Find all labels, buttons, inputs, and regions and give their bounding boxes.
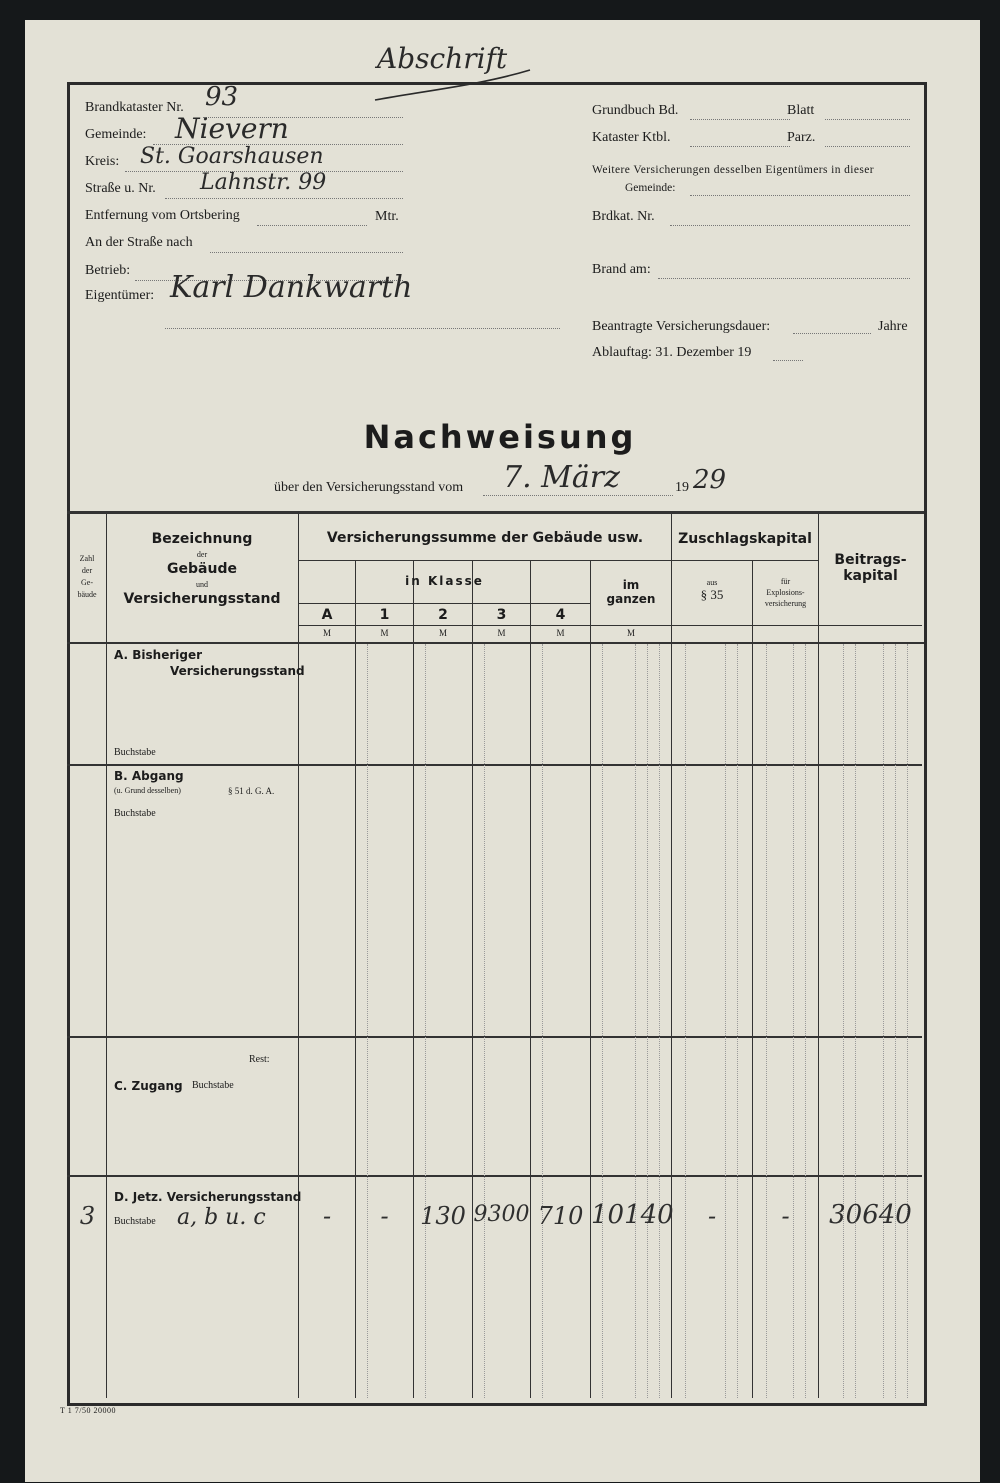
klasse-2-header: 2: [438, 607, 448, 623]
sub-col-guide: [855, 644, 856, 1398]
row-d-zahl: 3: [79, 1202, 96, 1230]
jahre-label: Jahre: [878, 319, 908, 334]
dotted-line: [690, 146, 790, 147]
row-d-im-ganzen: 10140: [591, 1200, 674, 1230]
row-d-klasse-3: 9300: [473, 1202, 530, 1227]
brand-am-label: Brand am:: [592, 262, 651, 277]
zahl-line: der: [81, 566, 93, 575]
document-sheet: [25, 20, 980, 1482]
col-border: [818, 513, 819, 1398]
parz-label: Parz.: [787, 130, 816, 145]
col-border: [106, 513, 107, 1398]
brandkataster-label: Brandkataster Nr.: [85, 100, 184, 115]
entfernung-label: Entfernung vom Ortsbering: [85, 208, 240, 223]
fuer-line: für: [780, 577, 791, 586]
betrieb-label: Betrieb:: [85, 263, 131, 278]
row-border: [67, 642, 924, 644]
sub-col-guide: [602, 644, 603, 1398]
year-prefix: 19: [675, 480, 689, 495]
col-border: [355, 560, 356, 1398]
in-klasse-header: in Klasse: [405, 574, 484, 588]
subtitle: über den Versicherungsstand vom: [274, 480, 464, 495]
sub-col-guide: [685, 644, 686, 1398]
col-border: [671, 513, 672, 1398]
sub-col-guide: [725, 644, 726, 1398]
row-border: [671, 560, 818, 561]
sub-col-guide: [659, 644, 660, 1398]
form-code: T 1 7/50 20000: [60, 1406, 116, 1415]
sub-col-guide: [843, 644, 844, 1398]
table-top-rule: [67, 511, 924, 514]
im-ganzen-line: im: [622, 578, 640, 592]
sub-col-guide: [883, 644, 884, 1398]
dotted-line: [257, 225, 367, 226]
section-a-title: A. Bisheriger: [114, 648, 203, 662]
beitragskapital-header: [819, 552, 922, 584]
klasse-1-header: 1: [379, 607, 390, 623]
versicherungssumme-header: Versicherungssumme der Gebäude usw.: [326, 530, 644, 546]
abschrift-stamp: Abschrift: [377, 42, 508, 75]
unit-4: M: [556, 628, 565, 638]
dotted-line: [690, 119, 790, 120]
ablauftag-label: Ablauftag: 31. Dezember 19: [592, 345, 752, 360]
col-border: [530, 560, 531, 1398]
col-border: [590, 560, 591, 1398]
sub-col-guide: [793, 644, 794, 1398]
row-border: [298, 560, 671, 561]
zahl-line: Ge-: [81, 578, 93, 587]
dotted-line: [483, 495, 673, 496]
dotted-line: [210, 252, 403, 253]
beitrag-line: kapital: [843, 568, 898, 584]
versicherungsdauer-label: Beantragte Versicherungsdauer:: [592, 319, 771, 334]
weitere-gemeinde-label: Gemeinde:: [625, 182, 676, 194]
row-d-klasse-4: 710: [537, 1202, 584, 1230]
unit-3: M: [497, 628, 506, 638]
row-d-beitragskapital: 30640: [829, 1200, 912, 1230]
section-b-buchstabe: Buchstabe: [114, 808, 156, 819]
section-d-title: D. Jetz. Versicherungsstand: [114, 1190, 302, 1204]
row-border: [298, 625, 922, 626]
beitrag-line: Beitrags-: [834, 552, 907, 568]
row-d-explosion: -: [781, 1202, 790, 1230]
gemeinde-label: Gemeinde:: [85, 127, 147, 142]
dotted-line: [825, 146, 910, 147]
dotted-line: [670, 225, 910, 226]
unit-ganzen: M: [626, 628, 635, 638]
rest-label: Rest:: [249, 1054, 270, 1065]
unit-a: M: [322, 628, 331, 638]
blatt-label: Blatt: [787, 103, 815, 118]
dotted-line: [165, 198, 403, 199]
section-d-buchstabe: Buchstabe: [114, 1216, 156, 1227]
fuer-line: Explosions-: [766, 588, 805, 597]
kreis-value: St. Goarshausen: [140, 144, 324, 169]
row-border: [298, 603, 590, 604]
section-b-title: B. Abgang: [114, 769, 184, 783]
zahl-line: Zahl: [79, 554, 95, 563]
bez-line: Versicherungsstand: [123, 591, 281, 607]
dotted-line: [658, 278, 910, 279]
strasse-label: Straße u. Nr.: [85, 181, 156, 196]
aus-line: § 35: [700, 587, 724, 602]
aus-line: aus: [706, 578, 718, 587]
brdkat-label: Brdkat. Nr.: [592, 209, 655, 224]
zahl-line: bäude: [77, 590, 97, 599]
dotted-line: [690, 195, 910, 196]
col-bezeichnung-header: [107, 531, 297, 607]
row-d-klasse-2: 130: [420, 1202, 466, 1230]
bez-line: und: [196, 580, 208, 589]
eigentuemer-value: Karl Dankwarth: [170, 270, 413, 305]
strasse-nach-label: An der Straße nach: [85, 235, 193, 250]
dotted-line: [165, 328, 560, 329]
dotted-line: [825, 119, 910, 120]
dotted-line: [793, 333, 871, 334]
year-handwritten: 29: [693, 465, 727, 495]
klasse-a-header: A: [321, 607, 333, 623]
bez-line: Gebäude: [167, 561, 237, 577]
section-c-title: C. Zugang: [114, 1079, 183, 1093]
sub-col-guide: [647, 644, 648, 1398]
document-title: Nachweisung: [363, 418, 637, 456]
sub-col-guide: [484, 644, 485, 1398]
fuer-line: versicherung: [764, 599, 807, 608]
gemeinde-value: Nievern: [175, 112, 289, 145]
brandkataster-value: 93: [205, 82, 239, 112]
grundbuch-label: Grundbuch Bd.: [592, 103, 679, 118]
col-zahl-header: [68, 553, 106, 601]
sub-col-guide: [542, 644, 543, 1398]
sub-col-guide: [737, 644, 738, 1398]
row-d-klasse-a: -: [322, 1202, 332, 1230]
im-ganzen-header: [591, 578, 671, 606]
weitere-label: Weitere Versicherungen desselben Eigentümers in dieser: [592, 164, 874, 176]
section-c-buchstabe: Buchstabe: [192, 1080, 234, 1091]
sub-col-guide: [805, 644, 806, 1398]
kataster-label: Kataster Ktbl.: [592, 130, 671, 145]
col-border: [298, 513, 299, 1398]
sub-col-guide: [425, 644, 426, 1398]
row-d-klasse-1: -: [380, 1202, 389, 1230]
row-d-aus-35: -: [707, 1202, 717, 1230]
sub-col-guide: [907, 644, 908, 1398]
zuschlagskapital-header: Zuschlagskapital: [678, 531, 812, 547]
explosion-header: [753, 576, 818, 609]
row-d-buchstabe-value: a, b u. c: [177, 1205, 266, 1230]
kreis-label: Kreis:: [85, 154, 120, 169]
strasse-value: Lahnstr. 99: [200, 170, 327, 195]
col-border: [472, 560, 473, 1398]
date-handwritten: 7. März: [503, 460, 620, 495]
section-a-title2: Versicherungsstand: [170, 664, 305, 678]
col-border: [413, 560, 414, 1398]
aus-35-header: [672, 578, 752, 603]
im-ganzen-line: ganzen: [606, 592, 656, 606]
bez-line: der: [196, 550, 208, 559]
col-border: [752, 560, 753, 1398]
unit-2: M: [438, 628, 447, 638]
dotted-line: [773, 360, 803, 361]
eigentuemer-label: Eigentümer:: [85, 288, 155, 303]
klasse-3-header: 3: [496, 607, 507, 623]
sub-col-guide: [367, 644, 368, 1398]
sub-col-guide: [895, 644, 896, 1398]
bez-line: Bezeichnung: [151, 531, 253, 547]
section-a-buchstabe: Buchstabe: [114, 747, 156, 758]
sub-col-guide: [766, 644, 767, 1398]
klasse-4-header: 4: [555, 607, 566, 623]
entfernung-suffix: Mtr.: [375, 209, 399, 224]
section-b-para: § 51 d. G. A.: [228, 786, 275, 796]
unit-1: M: [380, 628, 389, 638]
sub-col-guide: [635, 644, 636, 1398]
section-b-sub: (u. Grund desselben): [114, 786, 181, 795]
